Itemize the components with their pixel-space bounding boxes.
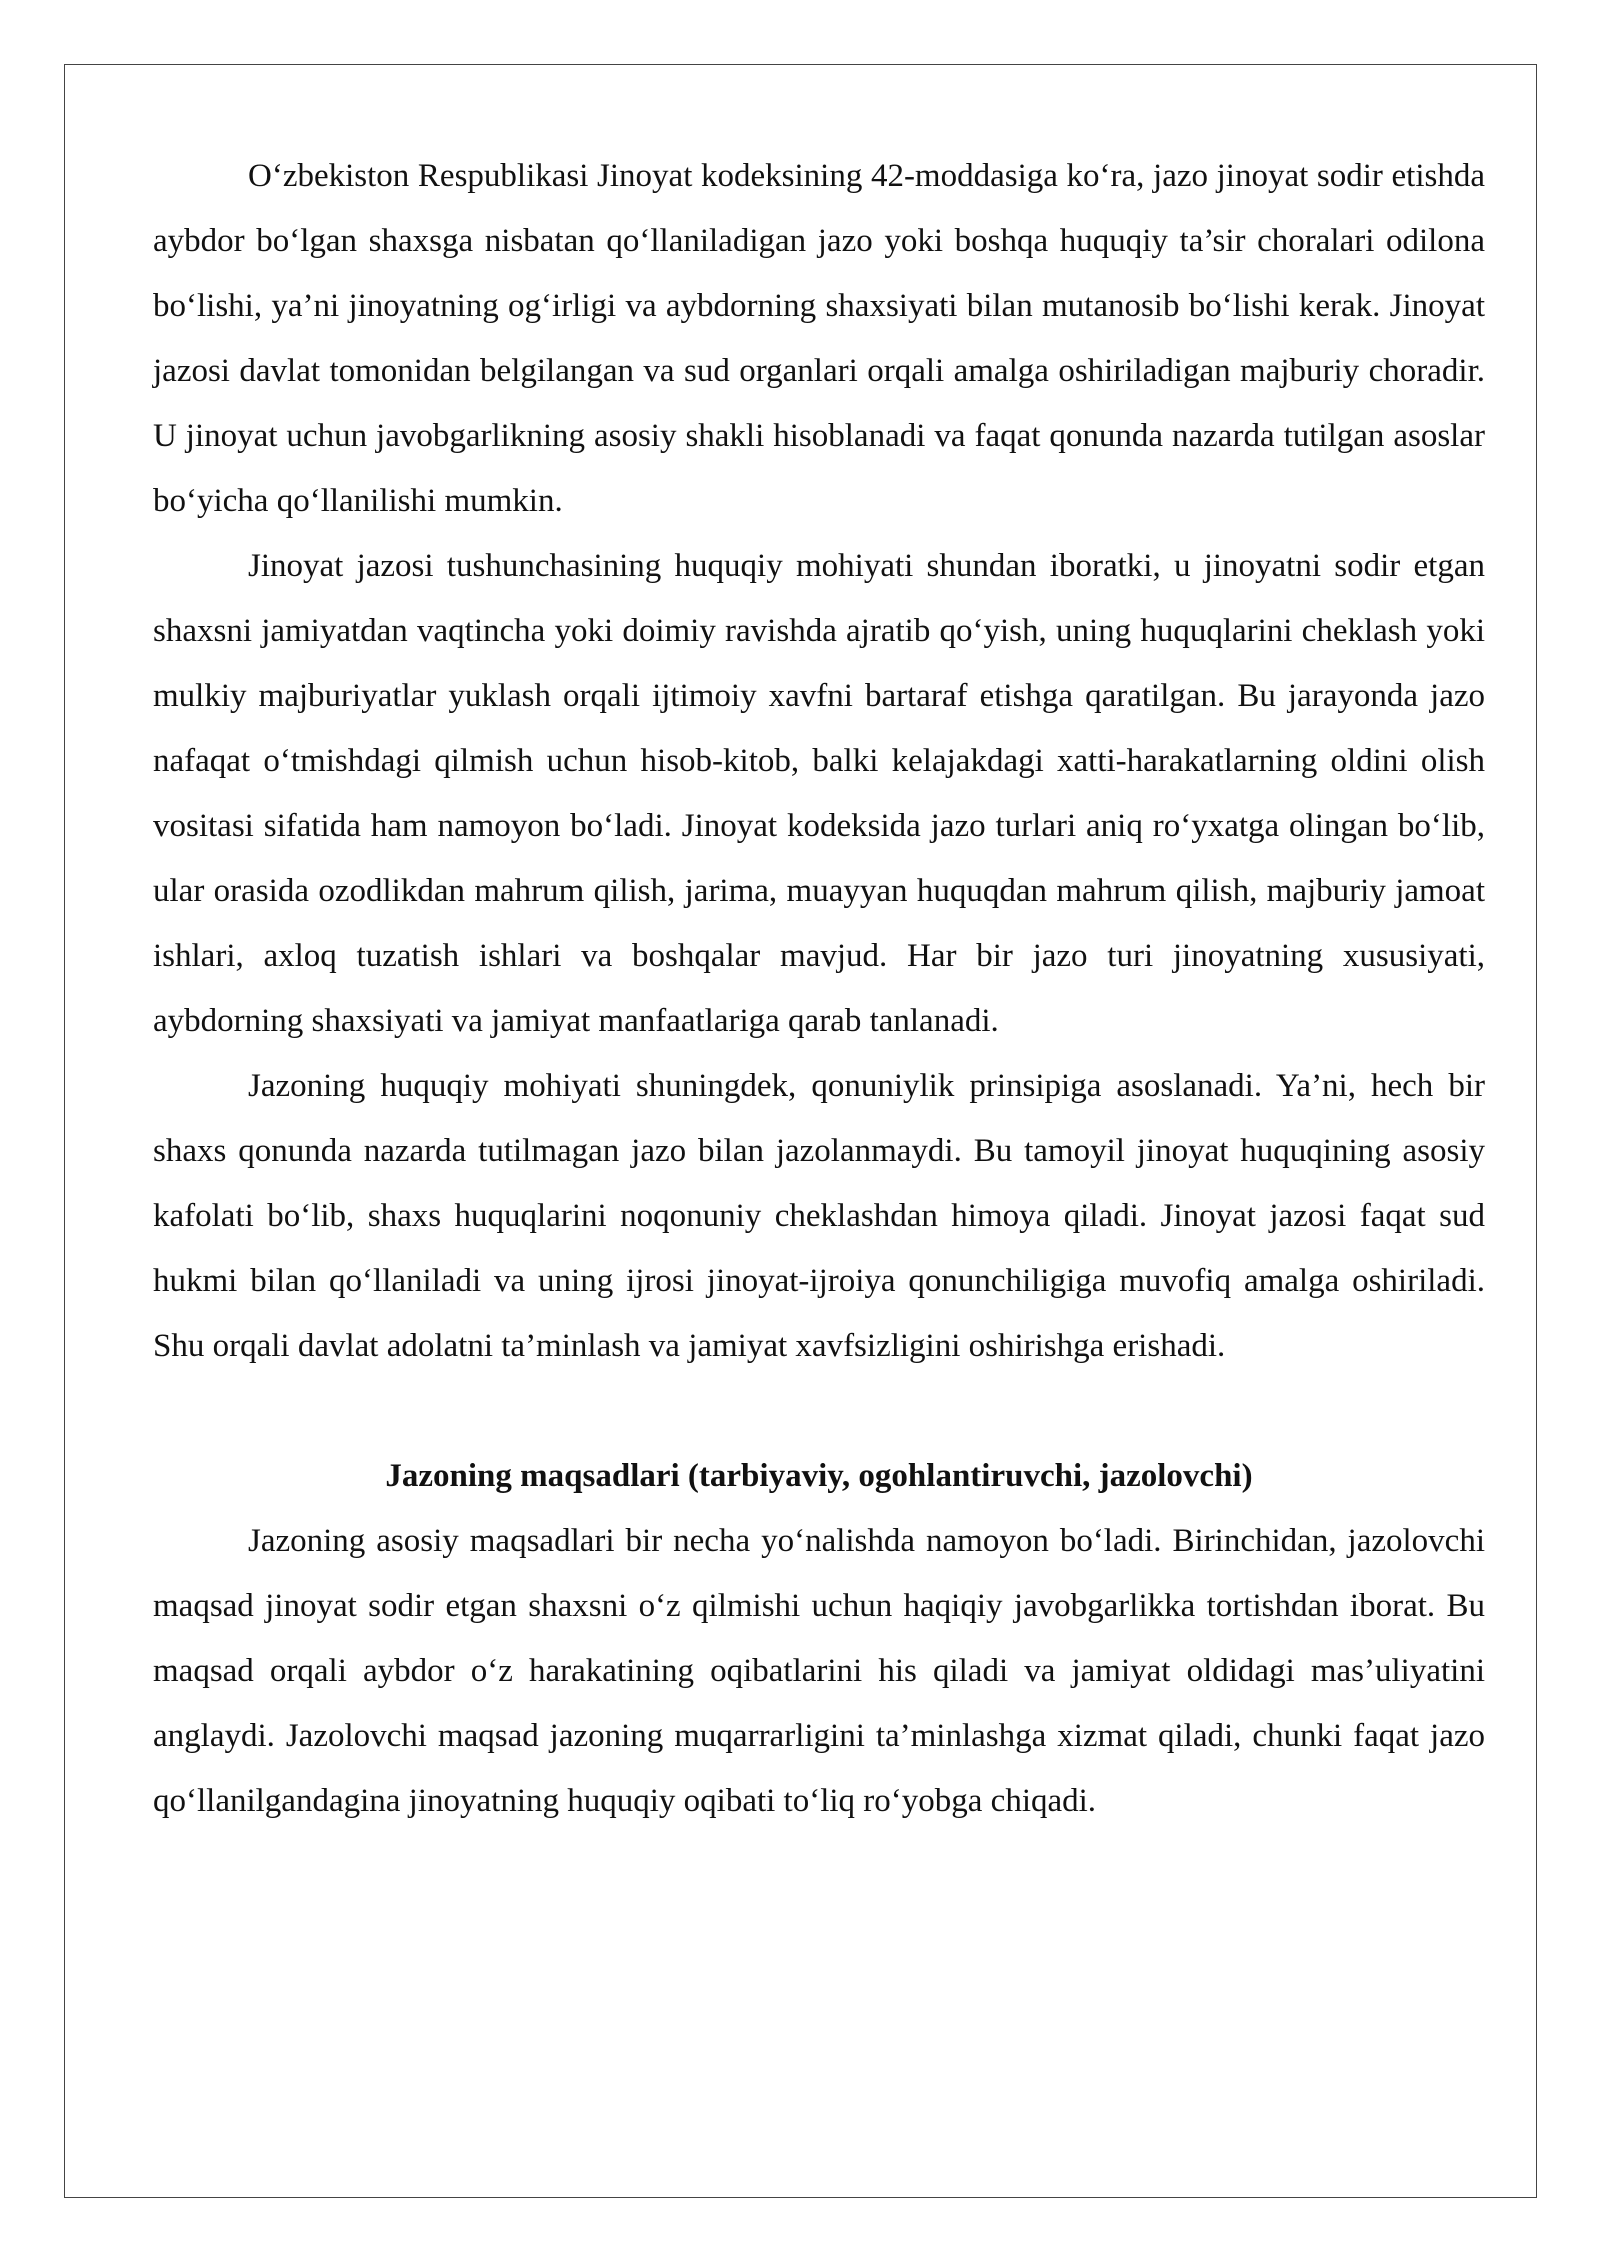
paragraph-2: Jinoyat jazosi tushunchasining huquqiy mohiyati shundan iboratki, u jinoyatni sodir etgan shaxsni jamiyatdan vaqtincha yoki doimiy ravishda ajratib qo‘yish, uning huquqlarini cheklash yoki mulkiy majburiyatlar yuklash orqali ijtimoiy xavfni bartaraf etishga qaratilgan. Bu jarayonda jazo nafaqat o‘tmishdagi qilmish uchun hisob-kitob, balki kelajakdagi xatti-harakatlarning oldini olish vositasi sifatida ham namoyon bo‘ladi. Jinoyat kodeksida jazo turlari aniq ro‘yxatga olingan bo‘lib, ular orasida ozodlikdan mahrum qilish, jarima, muayyan huquqdan mahrum qilish, majburiy jamoat ishlari, axloq tuzatish ishlari va boshqalar mavjud. Har bir jazo turi jinoyatning xususiyati, aybdorning shaxsiyati va jamiyat manfaatlariga qarab tanlanadi. bbox=[153, 548, 1485, 1039]
paragraph-3: Jazoning huquqiy mohiyati shuningdek, qonuniylik prinsipiga asoslanadi. Ya’ni, hech bir shaxs qonunda nazarda tutilmagan jazo bilan jazolanmaydi. Bu tamoyil jinoyat huquqining asosiy kafolati bo‘lib, shaxs huquqlarini noqonuniy cheklashdan himoya qiladi. Jinoyat jazosi faqat sud hukmi bilan qo‘llaniladi va uning ijrosi jinoyat-ijroiya qonunchiligiga muvofiq amalga oshiriladi. Shu orqali davlat adolatni ta’minlash va jamiyat xavfsizligini oshirishga erishadi. bbox=[153, 1068, 1485, 1364]
paragraph-1: O‘zbekiston Respublikasi Jinoyat kodeksining 42-moddasiga ko‘ra, jazo jinoyat sodir etishda aybdor bo‘lgan shaxsga nisbatan qo‘llaniladigan jazo yoki boshqa huquqiy ta’sir choralari odilona bo‘lishi, ya’ni jinoyatning og‘irligi va aybdorning shaxsiyati bilan mutanosib bo‘lishi kerak. Jinoyat jazosi davlat tomonidan belgilangan va sud organlari orqali amalga oshiriladigan majburiy choradir. U jinoyat uchun javobgarlikning asosiy shakli hisoblanadi va faqat qonunda nazarda tutilgan asoslar bo‘yicha qo‘llanilishi mumkin. bbox=[153, 158, 1485, 519]
section-paragraph: Jazoning asosiy maqsadlari bir necha yo‘nalishda namoyon bo‘ladi. Birinchidan, jazolovchi maqsad jinoyat sodir etgan shaxsni o‘z qilmishi uchun haqiqiy javobgarlikka tortishdan iborat. Bu maqsad orqali aybdor o‘z harakatining oqibatlarini his qiladi va jamiyat oldidagi mas’uliyatini anglaydi. Jazolovchi maqsad jazoning muqarrarligini ta’minlashga xizmat qiladi, chunki faqat jazo qo‘llanilgandagina jinoyatning huquqiy oqibati to‘liq ro‘yobga chiqadi. bbox=[153, 1523, 1485, 1819]
section-heading: Jazoning maqsadlari (tarbiyaviy, ogohlantiruvchi, jazolovchi) bbox=[385, 1458, 1253, 1494]
document-body bbox=[153, 144, 1485, 1834]
